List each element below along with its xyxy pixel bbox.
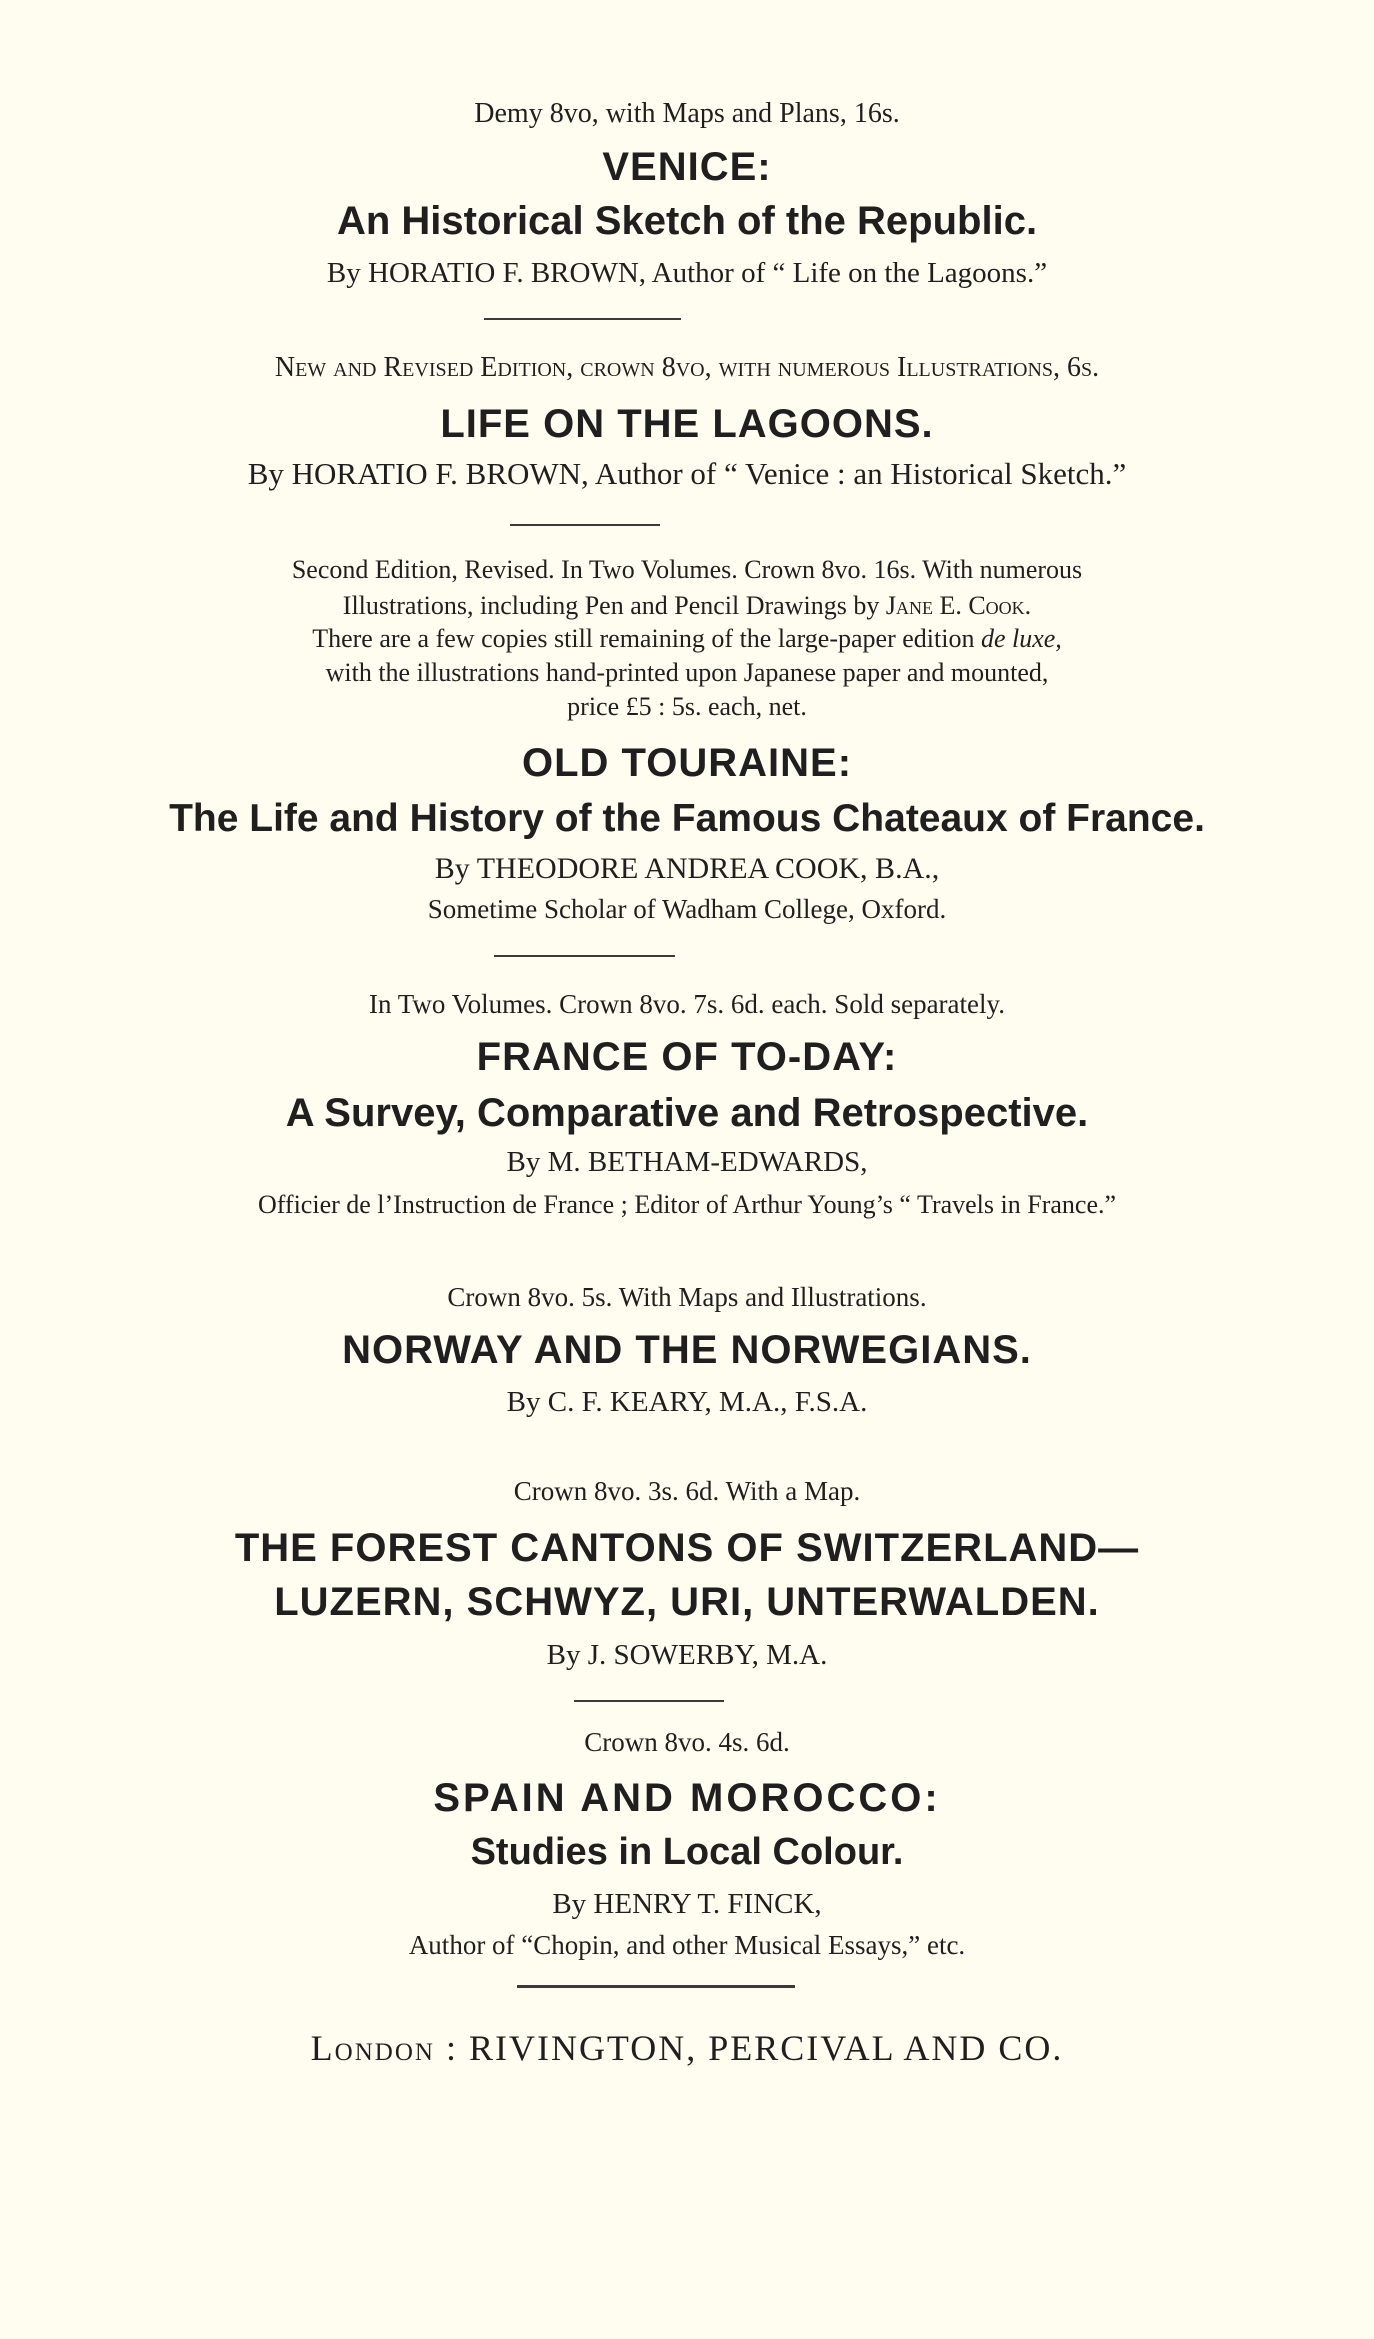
entry-subtitle: An Historical Sketch of the Republic.: [336, 199, 1038, 243]
entry-title: NORWAY AND THE NORWEGIANS.: [342, 1328, 1032, 1372]
entry-author: By HENRY T. FINCK,: [552, 1888, 822, 1920]
entry-title: VENICE:: [602, 145, 772, 189]
edition-name: de luxe,: [980, 624, 1062, 653]
entry-description-line: [0, 626, 1374, 652]
imprint-separator: :: [445, 2028, 458, 2068]
entry-description-line: [0, 593, 1374, 619]
entry-subtitle: Studies in Local Colour.: [470, 1831, 904, 1873]
entry-author: By THEODORE ANDREA COOK, B.A.,: [434, 852, 940, 885]
entry-author-note: Author of “Chopin, and other Musical Essays,” etc.: [408, 1930, 966, 1960]
entry-author: By HORATIO F. BROWN, Author of “ Venice : an Historical Sketch.”: [247, 456, 1127, 491]
entry-format-text: New and Revised Edition, crown 8vo, with numerous Illustrations, 6s.: [274, 352, 1100, 383]
entry-title: FRANCE OF TO-DAY:: [476, 1035, 898, 1079]
entry-format: [0, 354, 1374, 382]
entry-description-line: Second Edition, Revised. In Two Volumes. Crown 8vo. 16s. With numerous: [291, 555, 1083, 584]
entry-author: By M. BETHAM-EDWARDS,: [506, 1146, 868, 1178]
imprint-publisher: RIVINGTON, PERCIVAL AND CO.: [468, 2028, 1064, 2068]
entry-format: In Two Volumes. Crown 8vo. 7s. 6d. each. Sold separately.: [368, 989, 1006, 1019]
divider: [484, 318, 681, 320]
entry-format: Crown 8vo. 4s. 6d.: [584, 1727, 790, 1757]
description-text: Illustrations, including Pen and Pencil Drawings by: [342, 591, 886, 620]
description-text: There are a few copies still remaining of the large-paper edition: [312, 624, 981, 653]
divider: [574, 1700, 724, 1702]
entry-title: OLD TOURAINE:: [521, 741, 853, 785]
divider: [510, 524, 660, 526]
entry-author-note: Officier de l’Instruction de France ; Editor of Arthur Young’s “ Travels in France.”: [257, 1190, 1117, 1219]
entry-title: THE FOREST CANTONS OF SWITZERLAND—: [234, 1526, 1140, 1570]
entry-title: LUZERN, SCHWYZ, URI, UNTERWALDEN.: [274, 1580, 1100, 1624]
illustrator-name: Jane E. Cook.: [885, 591, 1032, 620]
entry-author: By J. SOWERBY, M.A.: [546, 1639, 828, 1671]
divider: [494, 955, 675, 957]
publisher-imprint: [0, 2030, 1374, 2066]
entry-subtitle: The Life and History of the Famous Chateaux of France.: [169, 797, 1205, 840]
entry-format: Crown 8vo. 3s. 6d. With a Map.: [513, 1476, 861, 1506]
entry-title: SPAIN AND MOROCCO:: [433, 1776, 941, 1820]
entry-author: By HORATIO F. BROWN, Author of “ Life on the Lagoons.”: [326, 257, 1048, 289]
entry-format: Crown 8vo. 5s. With Maps and Illustrations.: [447, 1282, 927, 1312]
imprint-place: London: [310, 2028, 435, 2068]
entry-subtitle: A Survey, Comparative and Retrospective.: [285, 1091, 1089, 1135]
entry-format: Demy 8vo, with Maps and Plans, 16s.: [474, 98, 900, 129]
entry-description-line: price £5 : 5s. each, net.: [567, 692, 807, 721]
divider: [517, 1985, 795, 1988]
entry-description-line: with the illustrations hand-printed upon Japanese paper and mounted,: [325, 658, 1049, 687]
entry-author: By C. F. KEARY, M.A., F.S.A.: [506, 1386, 868, 1418]
entry-title: LIFE ON THE LAGOONS.: [440, 402, 934, 446]
entry-author-note: Sometime Scholar of Wadham College, Oxford.: [427, 894, 947, 924]
